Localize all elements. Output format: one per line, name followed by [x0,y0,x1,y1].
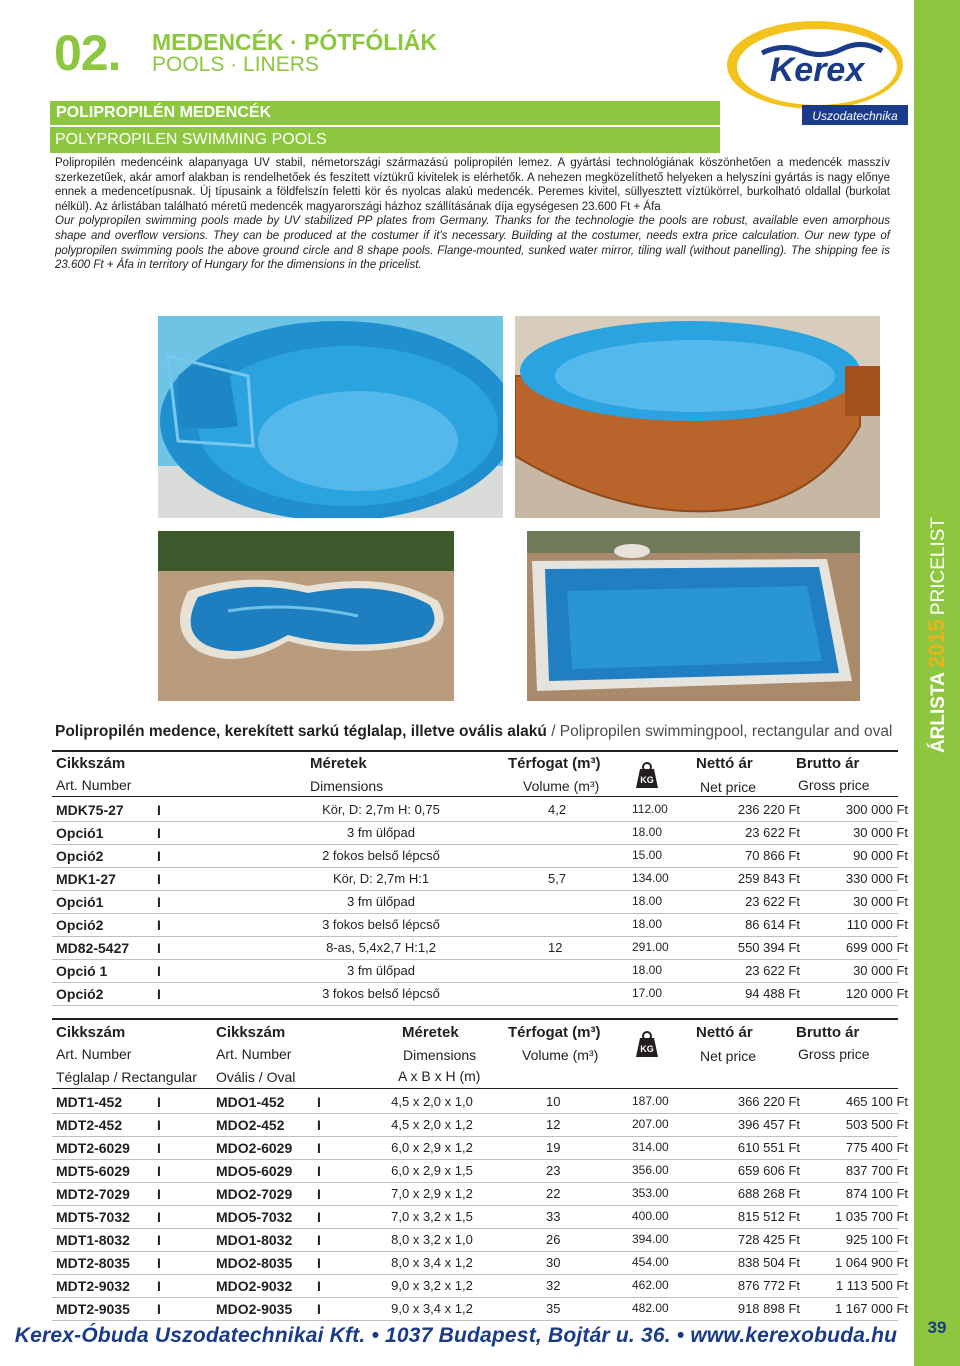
row-net-price: 70 866 Ft [745,848,800,863]
row-mark: I [157,986,161,1002]
table1-top-rule [52,750,898,752]
row-weight: 314.00 [632,1140,669,1154]
table1-head-rule [52,796,898,797]
row-mark: I [157,1140,161,1156]
t2-h-dim-en: Dimensions [403,1047,477,1063]
t1-h-dim-en: Dimensions [310,778,384,794]
table1-caption-rest: / Polipropilen swimmingpool, rectangular and oval [546,723,893,740]
row-weight: 353.00 [632,1186,669,1200]
row-volume: 19 [546,1140,561,1155]
sidebar-year: 2015 [924,619,949,669]
t2-h-code2-hu: Cikkszám [216,1024,286,1041]
row-dimensions: 9,0 x 3,2 x 1,2 [391,1278,473,1293]
photo-pool-amorph [158,531,454,701]
row-volume: 32 [546,1278,561,1293]
t2-h-code-shape: Téglalap / Rectangular [56,1069,197,1085]
row-weight: 112.00 [632,802,668,816]
t2-h-net-en: Net price [700,1048,757,1064]
t2-h-gross-hu: Brutto ár [796,1024,860,1041]
table-row [52,1252,908,1275]
row-code: Opció 1 [56,963,108,979]
photo-pool-oval-steps [158,316,503,518]
page-number: 39 [927,1318,947,1337]
row-gross-price: 30 000 Ft [853,825,908,840]
row-weight: 462.00 [632,1278,669,1292]
row-mark: I [157,1163,161,1179]
row-mark: I [157,1209,161,1225]
row-mark-2: I [317,1186,321,1202]
row-dimensions: 9,0 x 3,4 x 1,2 [391,1301,473,1316]
table-row [52,868,908,891]
row-mark: I [157,1232,161,1248]
row-mark: I [157,963,161,979]
row-code-rect: MDT2-7029 [56,1186,130,1202]
table1-caption [55,723,905,741]
row-dimensions: Kör, D: 2,7m H: 0,75 [322,802,440,817]
row-net-price: 366 220 Ft [737,1094,800,1109]
row-dimensions: 3 fm ülőpad [347,963,415,978]
row-code: Opció2 [56,986,104,1002]
row-mark: I [157,1117,161,1133]
logo-text: Kerex [769,51,865,89]
row-code: Opció2 [56,848,104,864]
row-weight: 134.00 [632,871,669,885]
row-net-price: 236 220 Ft [737,802,800,817]
row-gross-price: 30 000 Ft [853,963,908,978]
table-row [52,1275,908,1298]
row-mark: I [157,1278,161,1294]
row-code-rect: MDT1-8032 [56,1232,130,1248]
row-mark: I [157,802,161,818]
row-net-price: 728 425 Ft [737,1232,800,1247]
row-gross-price: 1 064 900 Ft [835,1255,908,1270]
row-weight: 207.00 [632,1117,669,1131]
row-code-oval: MDO2-452 [216,1117,285,1133]
row-mark-2: I [317,1278,321,1294]
t2-h-net-hu: Nettó ár [696,1024,753,1041]
t1-h-vol-en: Volume (m³) [523,778,600,794]
row-volume: 12 [546,1117,561,1132]
chapter-number: 02. [54,25,121,81]
row-mark-2: I [317,1209,321,1225]
row-net-price: 94 488 Ft [745,986,800,1001]
row-gross-price: 330 000 Ft [845,871,908,886]
row-mark-2: I [317,1301,321,1317]
table-row [52,1114,908,1137]
row-code-rect: MDT5-7032 [56,1209,130,1225]
row-code-oval: MDO1-8032 [216,1232,293,1248]
t2-h-code-en: Art. Number [56,1046,132,1062]
kerex-logo [722,17,908,129]
row-dimensions: 2 fokos belső lépcső [322,848,440,863]
table-row [52,891,908,914]
table-row [52,937,908,960]
t2-h-dim-fmt: A x B x H (m) [398,1068,481,1084]
chapter-title-hu: MEDENCÉK · PÓTFÓLIÁK [152,29,437,55]
row-volume: 5,7 [548,871,567,886]
row-weight: 482.00 [632,1301,669,1315]
intro-en: Our polypropilen swimming pools made by UV stabilized PP plates from Germany. Thanks for the technologie the pools are robust, available even amorphous shape and overflow versions. They can be produced at the costumer if it's necessary. Building at the costumer, needs extra price calculation. Our new type of polypropilen swimming pools the above ground circle and 8 shape pools. Flange-mounted, sunked water mirror, tiling wall (without panelling). The shipping fee is 23.600 Ft + Áfa in territory of Hungary for the dimensions in the pricelist. [55,215,890,272]
row-net-price: 876 772 Ft [737,1278,800,1293]
row-code-rect: MDT2-8035 [56,1255,130,1271]
row-code: MD82-5427 [56,940,130,956]
row-volume: 30 [546,1255,561,1270]
row-volume: 35 [546,1301,561,1316]
photo-pool-round-wood [515,316,880,518]
row-volume: 33 [546,1209,561,1224]
t2-h-code2-en: Art. Number [216,1046,292,1062]
row-code-rect: MDT5-6029 [56,1163,130,1179]
row-volume: 23 [546,1163,561,1178]
table2-top-rule [52,1018,898,1020]
row-code-oval: MDO2-6029 [216,1140,293,1156]
table-row [52,799,908,822]
row-gross-price: 110 000 Ft [846,917,908,932]
row-mark: I [157,940,161,956]
row-mark: I [157,848,161,864]
row-code: MDK75-27 [56,802,124,818]
sidebar-word-hu: ÁRLISTA [928,672,949,754]
t1-h-vol-hu: Térfogat (m³) [508,755,601,772]
row-weight: 18.00 [632,894,663,908]
row-mark: I [157,1301,161,1317]
row-code: Opció2 [56,917,104,933]
table-row [52,1091,908,1114]
row-code-rect: MDT1-452 [56,1094,123,1110]
row-weight: 15.00 [632,848,663,862]
row-code-rect: MDT2-452 [56,1117,123,1133]
row-gross-price: 1 167 000 Ft [835,1301,908,1316]
photo-pool-rectangular [527,531,860,701]
row-mark: I [157,917,161,933]
t2-h-vol-hu: Térfogat (m³) [508,1024,601,1041]
row-code: MDK1-27 [56,871,116,887]
row-net-price: 815 512 Ft [737,1209,800,1224]
sidebar-label [924,517,950,753]
footer-address: Kerex-Óbuda Uszodatechnikai Kft. • 1037 Budapest, Bojtár u. 36. • www.kerexobuda.hu [14,1324,898,1347]
row-dimensions: 4,5 x 2,0 x 1,0 [391,1094,473,1109]
row-volume: 10 [546,1094,561,1109]
row-weight: 17.00 [632,986,663,1000]
table-row [52,914,908,937]
row-weight: 356.00 [632,1163,669,1177]
row-gross-price: 30 000 Ft [853,894,908,909]
row-gross-price: 775 400 Ft [845,1140,908,1155]
row-dimensions: 3 fokos belső lépcső [322,986,440,1001]
t1-h-code-en: Art. Number [56,777,132,793]
row-code: Opció1 [56,894,104,910]
row-weight: 394.00 [632,1232,669,1246]
table-row [52,822,908,845]
t1-h-dim-hu: Méretek [310,755,367,772]
row-code-rect: MDT2-9035 [56,1301,130,1317]
row-volume: 4,2 [548,802,567,817]
row-mark-2: I [317,1255,321,1271]
row-net-price: 23 622 Ft [745,963,800,978]
row-code-rect: MDT2-6029 [56,1140,130,1156]
table-row [52,845,908,868]
row-mark: I [157,1186,161,1202]
intro-hu: Polipropilén medencéink alapanyaga UV stabil, németországi származású polipropilén lemez. A gyártási technológiának köszönhetően a medencék masszív szerkezetűek, akár amorf alakban is rendelhetőek és feszített víztükrű kivitelek is elérhetők. A nehezen megközelíthető helyeken a helyszíni gyártás is nagy előnye ennek a medencetípusnak. Új típusaink a földfelszín feletti kör és nyolcas alakú medencék. Peremes kivitel, süllyesztett víztükörrel, burkolható oldallal (burkolat nélkül). Az árlistában található méretű medencék magyarországi házhoz szállításának díja egységesen 23.600 Ft + Áfa [55,157,890,213]
row-gross-price: 699 000 Ft [845,940,908,955]
row-weight: 454.00 [632,1255,669,1269]
t2-h-gross-en: Gross price [798,1046,870,1062]
row-mark-2: I [317,1117,321,1133]
row-dimensions: 3 fm ülőpad [347,825,415,840]
row-code-oval: MDO5-6029 [216,1163,293,1179]
row-code-oval: MDO5-7032 [216,1209,293,1225]
row-dimensions: 8,0 x 3,4 x 1,2 [391,1255,473,1270]
row-code-rect: MDT2-9032 [56,1278,130,1294]
row-gross-price: 503 500 Ft [845,1117,908,1132]
table-row [52,1183,908,1206]
row-mark: I [157,1255,161,1271]
row-weight: 18.00 [632,825,663,839]
t1-h-gross-hu: Brutto ár [796,755,860,772]
row-code: Opció1 [56,825,104,841]
t1-h-net-en: Net price [700,779,757,795]
row-net-price: 23 622 Ft [745,825,800,840]
sidebar-word-en: PRICELIST [928,516,949,616]
table-row [52,1206,908,1229]
svg-text:KG: KG [640,775,654,785]
t1-h-code-hu: Cikkszám [56,755,126,772]
row-mark-2: I [317,1094,321,1110]
table-row [52,960,908,983]
row-net-price: 396 457 Ft [737,1117,800,1132]
section-title-en: POLYPROPILEN SWIMMING POOLS [50,127,720,153]
row-gross-price: 300 000 Ft [845,802,908,817]
row-net-price: 838 504 Ft [737,1255,800,1270]
row-weight: 291.00 [632,940,669,954]
row-dimensions: 3 fm ülőpad [347,894,415,909]
row-code-oval: MDO2-8035 [216,1255,293,1271]
t2-h-vol-en: Volume (m³) [522,1047,599,1063]
row-gross-price: 465 100 Ft [845,1094,908,1109]
t1-h-gross-en: Gross price [798,777,870,793]
row-net-price: 86 614 Ft [745,917,800,932]
row-dimensions: 8,0 x 3,2 x 1,0 [391,1232,473,1247]
logo-subtitle: Uszodatechnika [812,109,898,123]
intro-text [55,156,890,273]
table2-head-rule [52,1088,898,1089]
row-gross-price: 837 700 Ft [845,1163,908,1178]
row-volume: 12 [548,940,563,955]
row-weight: 400.00 [632,1209,669,1223]
row-dimensions: 4,5 x 2,0 x 1,2 [391,1117,473,1132]
t2-h-code-hu: Cikkszám [56,1024,126,1041]
weight-kg-icon [632,762,662,788]
row-dimensions: 8-as, 5,4x2,7 H:1,2 [326,940,436,955]
row-mark: I [157,894,161,910]
row-weight: 18.00 [632,917,663,931]
svg-text:KG: KG [640,1044,654,1054]
row-net-price: 659 606 Ft [737,1163,800,1178]
row-dimensions: 6,0 x 2,9 x 1,2 [391,1140,473,1155]
row-code-oval: MDO1-452 [216,1094,285,1110]
row-mark: I [157,871,161,887]
row-gross-price: 1 035 700 Ft [835,1209,908,1224]
t1-h-net-hu: Nettó ár [696,755,753,772]
row-gross-price: 120 000 Ft [845,986,908,1001]
row-dimensions: 7,0 x 3,2 x 1,5 [391,1209,473,1224]
table-row [52,1137,908,1160]
row-net-price: 259 843 Ft [737,871,800,886]
row-net-price: 610 551 Ft [737,1140,800,1155]
row-gross-price: 1 113 500 Ft [835,1278,908,1293]
row-volume: 22 [546,1186,561,1201]
table-row [52,983,908,1006]
row-code-oval: MDO2-7029 [216,1186,293,1202]
table-row [52,1298,908,1321]
row-mark-2: I [317,1163,321,1179]
row-gross-price: 874 100 Ft [845,1186,908,1201]
row-dimensions: 6,0 x 2,9 x 1,5 [391,1163,473,1178]
section-title-hu: POLIPROPILÉN MEDENCÉK [50,101,720,125]
table-row [52,1229,908,1252]
weight-kg-icon-2 [632,1031,662,1057]
row-mark-2: I [317,1232,321,1248]
row-net-price: 918 898 Ft [737,1301,800,1316]
row-code-oval: MDO2-9032 [216,1278,293,1294]
row-mark: I [157,825,161,841]
row-net-price: 550 394 Ft [737,940,800,955]
row-weight: 18.00 [632,963,663,977]
table1-caption-bold: Polipropilén medence, kerekített sarkú téglalap, illetve ovális alakú [55,723,547,740]
row-net-price: 688 268 Ft [737,1186,800,1201]
row-dimensions: 7,0 x 2,9 x 1,2 [391,1186,473,1201]
t2-h-code2-shape: Ovális / Oval [216,1069,296,1085]
table-row [52,1160,908,1183]
row-mark-2: I [317,1140,321,1156]
row-dimensions: 3 fokos belső lépcső [322,917,440,932]
row-gross-price: 925 100 Ft [845,1232,908,1247]
row-mark: I [157,1094,161,1110]
row-volume: 26 [546,1232,561,1247]
row-code-oval: MDO2-9035 [216,1301,293,1317]
row-net-price: 23 622 Ft [745,894,800,909]
row-dimensions: Kör, D: 2,7m H:1 [332,871,430,886]
row-gross-price: 90 000 Ft [853,848,908,863]
chapter-title-en: POOLS · LINERS [152,53,319,76]
t2-h-dim-hu: Méretek [402,1024,459,1041]
row-weight: 187.00 [632,1094,669,1108]
